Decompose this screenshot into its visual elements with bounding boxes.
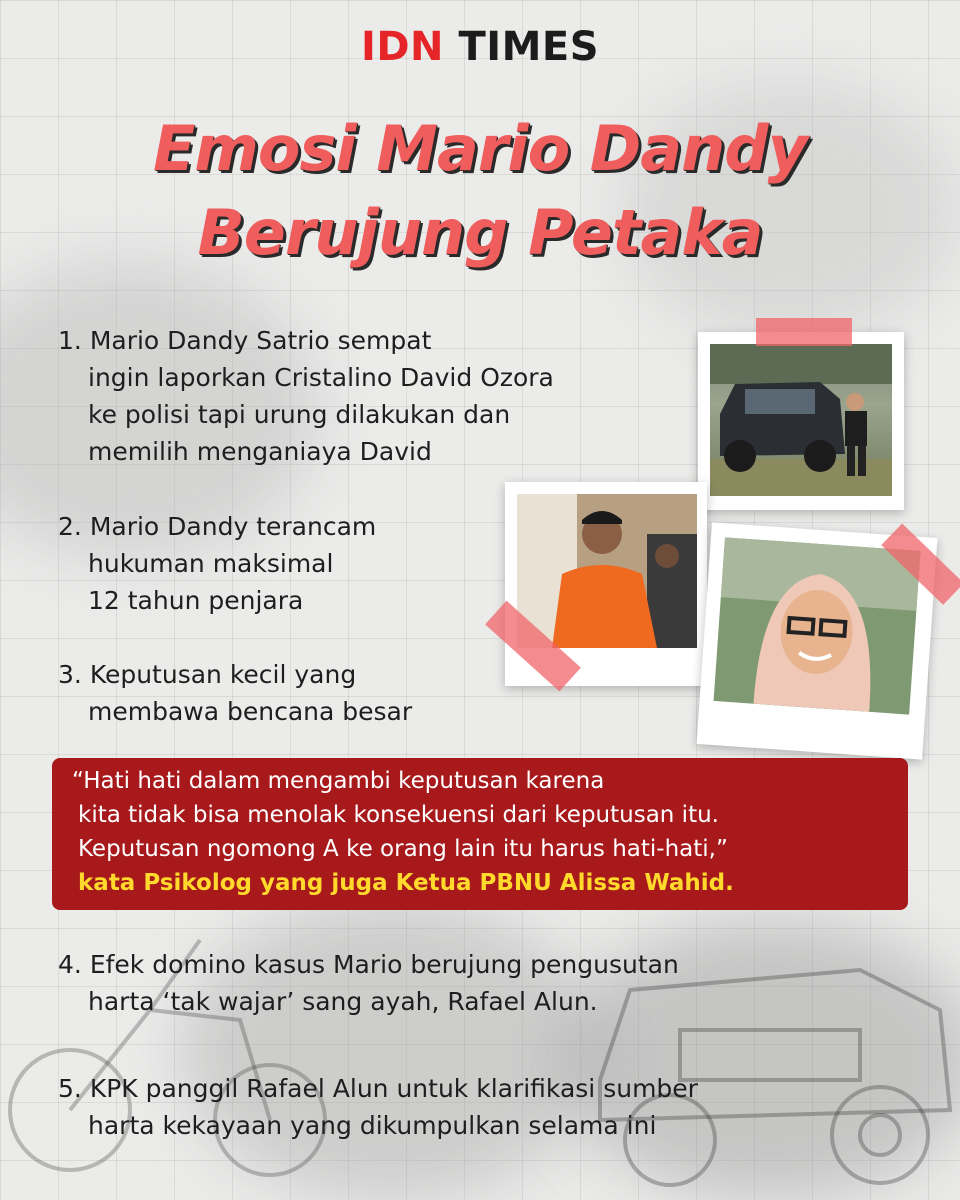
item-text: Mario Dandy Satrio sempat	[89, 326, 432, 355]
item-text: harta kekayaan yang dikumpulkan selama ini	[88, 1111, 657, 1140]
photo-orange-suspect	[505, 482, 707, 686]
motorcycle-silhouette-icon	[0, 880, 340, 1200]
list-item-3	[58, 656, 412, 730]
tape-decoration	[756, 318, 852, 346]
page-title-line1: Emosi Mario Dandy	[152, 112, 808, 185]
list-item-2	[58, 508, 376, 619]
item-text: 12 tahun penjara	[88, 586, 304, 615]
item-text: KPK panggil Rafael Alun untuk klarifikasi sumber	[89, 1074, 698, 1103]
item-number: 5.	[58, 1074, 82, 1103]
item-text: hukuman maksimal	[88, 549, 334, 578]
list-item-4	[58, 946, 679, 1020]
item-number: 3.	[58, 660, 82, 689]
item-text: ke polisi tapi urung dilakukan dan	[88, 400, 511, 429]
list-item-1	[58, 322, 554, 470]
item-text: Keputusan kecil yang	[89, 660, 357, 689]
page-title-line2: Berujung Petaka	[197, 196, 763, 269]
jeep-photo-icon	[710, 344, 892, 496]
item-number: 4.	[58, 950, 82, 979]
item-text: membawa bencana besar	[88, 697, 413, 726]
item-text: Mario Dandy terancam	[89, 512, 377, 541]
item-text: harta ‘tak wajar’ sang ayah, Rafael Alun.	[88, 987, 598, 1016]
suspect-photo-icon	[517, 494, 697, 648]
quote-line-1: “Hati hati dalam mengambi keputusan karena	[72, 768, 605, 794]
quote-line-2: kita tidak bisa menolak konsekuensi dari keputusan itu.	[78, 802, 719, 828]
brand-idn: IDN	[360, 24, 444, 70]
item-text: memilih menganiaya David	[88, 437, 432, 466]
item-text: Efek domino kasus Mario berujung pengusutan	[89, 950, 679, 979]
woman-photo-icon	[714, 537, 921, 714]
item-text: ingin laporkan Cristalino David Ozora	[88, 363, 554, 392]
jeep-silhouette-icon	[560, 880, 960, 1200]
item-number: 1.	[58, 326, 82, 355]
list-item-5	[58, 1070, 698, 1144]
brand-logo	[0, 24, 960, 70]
quote-line-3: Keputusan ngomong A ke orang lain itu harus hati-hati,”	[78, 836, 728, 862]
brand-times: TIMES	[458, 24, 600, 70]
photo-jeep	[698, 332, 904, 510]
item-number: 2.	[58, 512, 82, 541]
quote-attribution: kata Psikolog yang juga Ketua PBNU Alissa Wahid.	[78, 870, 734, 896]
photo-alissa-wahid	[697, 522, 938, 759]
quote-box	[52, 758, 908, 910]
